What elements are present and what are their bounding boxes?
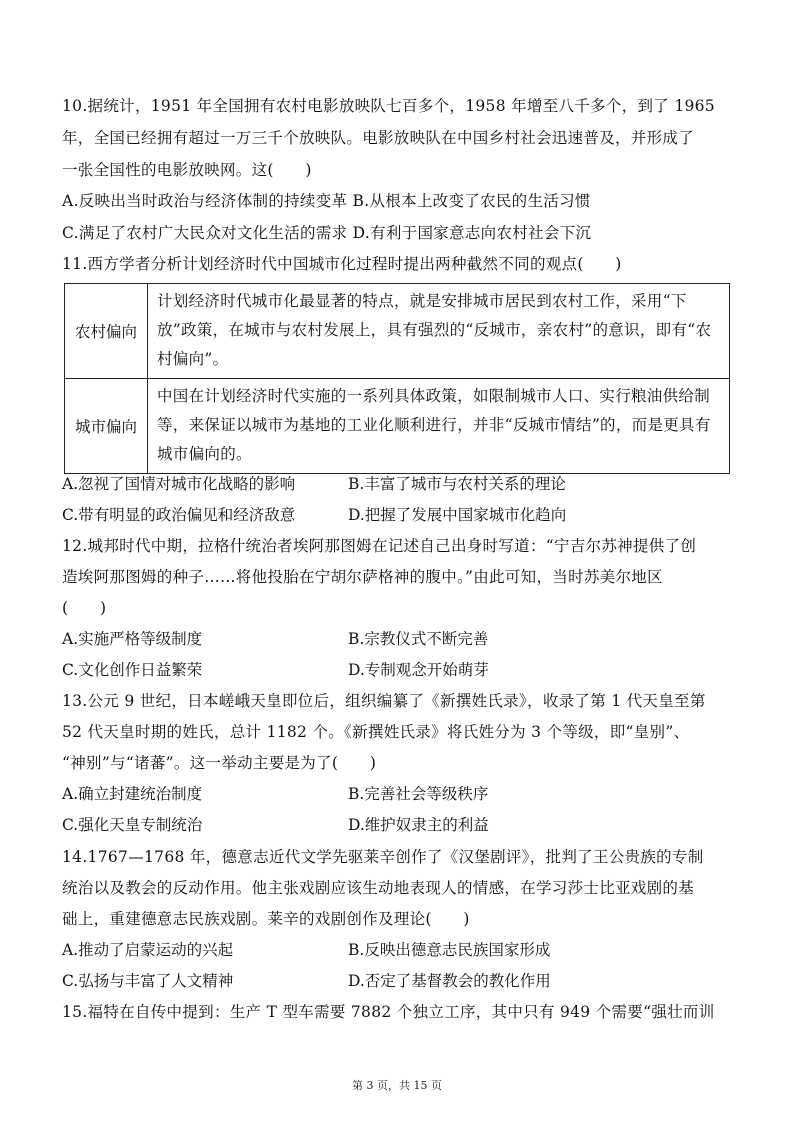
q11-option-b[interactable]: B.丰富了城市与农村关系的理论 [348, 475, 566, 493]
q12-option-d[interactable]: D.专制观念开始萌芽 [348, 661, 489, 679]
q12-line-1: 12.城邦时代中期，拉格什统治者埃阿那图姆在记述自己出身时写道：“宁吉尔苏神提供了创 [62, 537, 697, 555]
q13-line-1: 13.公元 9 世纪，日本嵯峨天皇即位后，组织编纂了《新撰姓氏录》，收录了第 1 代天皇至第 [62, 692, 706, 710]
q10-option-cd[interactable]: C.满足了农村广大民众对文化生活的需求 D.有利于国家意志向农村社会下沉 [62, 224, 592, 242]
q13-option-a[interactable]: A.确立封建统治制度 [62, 785, 203, 803]
q13-option-b[interactable]: B.完善社会等级秩序 [348, 785, 489, 803]
q14-line-3: 础上，重建德意志民族戏剧。莱辛的戏剧创作及理论( ) [62, 910, 470, 928]
q14-option-b[interactable]: B.反映出德意志民族国家形成 [348, 941, 551, 959]
q12-option-row [62, 660, 734, 680]
q13-line-3: “神别”与“诸蕃”。这一举动主要是为了( ) [62, 754, 377, 772]
q10-line-1: 10.据统计，1951 年全国拥有农村电影放映队七百多个，1958 年增至八千多个，到了 1965 [62, 97, 715, 115]
q11-row-text: 计划经济时代城市化最显著的特点，就是安排城市居民到农村工作，采用“下放”政策，在城市与农村发展上，具有强烈的“反城市，亲农村”的意识，即有“农村偏向”。 [148, 284, 730, 379]
q14-line-2: 统治以及教会的反动作用。他主张戏剧应该生动地表现人的情感，在学习莎士比亚戏剧的基 [62, 879, 695, 897]
page-number-footer: 第 3 页，共 15 页 [352, 1079, 442, 1092]
q12-line-2: 造埃阿那图姆的种子……将他投胎在宁胡尔萨格神的腹中。”由此可知，当时苏美尔地区 [62, 568, 663, 586]
q11-row-text: 中国在计划经济时代实施的一系列具体政策，如限制城市人口、实行粮油供给制等，来保证以城市为基地的工业化顺利进行，并非“反城市情结”的，而是更具有城市偏向的。 [148, 379, 730, 474]
q13-option-row [62, 784, 734, 804]
q11-row-label: 农村偏向 [65, 284, 148, 379]
q14-line-1: 14.1767—1768 年，德意志近代文学先驱莱辛创作了《汉堡剧评》，批判了王公贵族的专制 [62, 848, 704, 866]
q11-stem: 11.西方学者分析计划经济时代中国城市化过程时提出两种截然不同的观点( ) [62, 255, 622, 273]
q12-option-c[interactable]: C.文化创作日益繁荣 [62, 661, 203, 679]
q15-line-1: 15.福特在自传中提到：生产 T 型车需要 7882 个独立工序，其中只有 949 个需要“强壮而训 [62, 1003, 715, 1021]
q13-option-d[interactable]: D.维护奴隶主的利益 [348, 816, 489, 834]
q12-line-3: ( ) [62, 599, 107, 617]
q11-viewpoint-table [64, 283, 730, 474]
q11-option-row [62, 474, 734, 494]
q14-option-a[interactable]: A.推动了启蒙运动的兴起 [62, 941, 234, 959]
table-row [65, 379, 730, 474]
q12-option-row [62, 629, 734, 649]
q11-option-a[interactable]: A.忽视了国情对城市化战略的影响 [62, 475, 296, 493]
q10-option-ab[interactable]: A.反映出当时政治与经济体制的持续变革 B.从根本上改变了农民的生活习惯 [62, 192, 591, 210]
q13-line-2: 52 代天皇时期的姓氏，总计 1182 个。《新撰姓氏录》将氏姓分为 3 个等级，即“皇别”、 [62, 723, 690, 741]
q11-row-label: 城市偏向 [65, 379, 148, 474]
q12-option-b[interactable]: B.宗教仪式不断完善 [348, 630, 489, 648]
q13-option-row [62, 815, 734, 835]
q11-option-c[interactable]: C.带有明显的政治偏见和经济敌意 [62, 506, 296, 524]
q12-option-a[interactable]: A.实施严格等级制度 [62, 630, 203, 648]
q14-option-row [62, 971, 734, 991]
q14-option-c[interactable]: C.弘扬与丰富了人文精神 [62, 972, 234, 990]
table-row [65, 284, 730, 379]
q10-line-3: 一张全国性的电影放映网。这( ) [62, 161, 312, 179]
q10-line-2: 年，全国已经拥有超过一万三千个放映队。电影放映队在中国乡村社会迅速普及，并形成了 [62, 129, 695, 147]
q14-option-d[interactable]: D.否定了基督教会的教化作用 [348, 972, 551, 990]
q14-option-row [62, 940, 734, 960]
q13-option-c[interactable]: C.强化天皇专制统治 [62, 816, 203, 834]
q11-option-d[interactable]: D.把握了发展中国家城市化趋向 [348, 506, 567, 524]
q11-option-row [62, 505, 734, 525]
